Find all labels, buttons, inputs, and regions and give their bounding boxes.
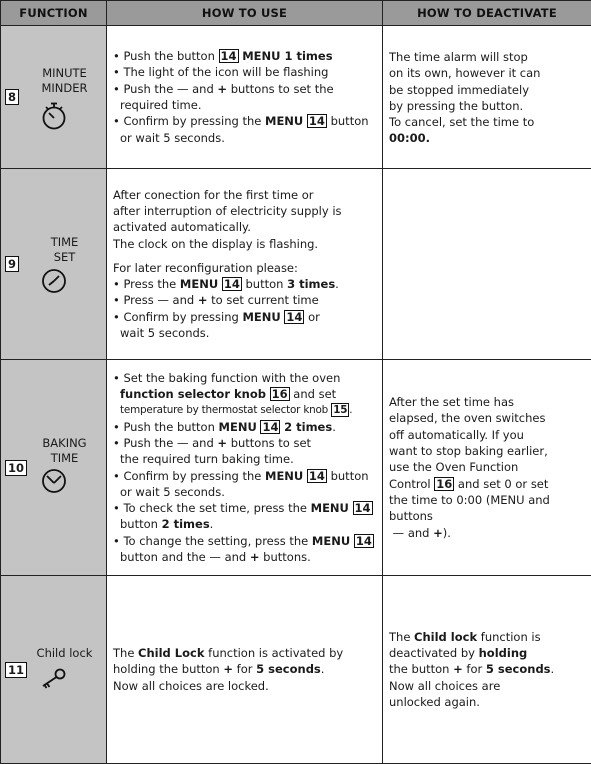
table-header	[1, 1, 591, 26]
baking-time-icon	[41, 468, 67, 494]
header-how-to-use: HOW TO USE	[107, 1, 383, 26]
function-name: Child lock	[36, 646, 93, 660]
function-name: TIME SET	[50, 235, 79, 264]
function-number: 11	[5, 662, 27, 678]
how-to-use-baking-time: • Set the baking function with the oven function selector knob 16 and set temperature by thermostat selector knob 15 . • Push the button MENU 14 2 times. • Push the — and + buttons to set the required turn baking time. • Confirm by pressing the MENU 14 button or wait 5 seconds. • To check the set time, press the MENU 14 button 2 times. • To change the setting, press the MENU 14 button and the — and + buttons.	[107, 360, 383, 576]
header-how-to-deactivate: HOW TO DEACTIVATE	[383, 1, 591, 26]
how-to-use-time-set: After conection for the first time or after interruption of electricity supply is activated automatically. The clock on the display is flashing. For later reconfiguration please: • Press the MENU 14 button 3 times. • Press — and + to set current time • Confirm by pressing MENU 14 or wait 5 seconds.	[107, 169, 383, 360]
table-row	[1, 360, 591, 576]
function-cell-baking-time	[1, 360, 107, 576]
function-number: 8	[5, 89, 19, 105]
table-row	[1, 169, 591, 360]
how-to-deactivate-time-set	[383, 169, 591, 360]
function-cell-time-set	[1, 169, 107, 360]
function-cell-child-lock	[1, 576, 107, 764]
function-number: 9	[5, 256, 19, 272]
timer-icon	[41, 101, 67, 131]
function-cell-minute-minder	[1, 26, 107, 169]
clock-icon	[41, 268, 67, 294]
function-number: 10	[5, 460, 27, 476]
table-row	[1, 26, 591, 169]
function-name: BAKING TIME	[42, 436, 87, 465]
table-row	[1, 576, 591, 764]
key-icon	[39, 667, 69, 689]
header-function: FUNCTION	[1, 1, 107, 26]
how-to-use-minute-minder: • Push the button 14 MENU 1 times • The light of the icon will be flashing • Push the — and + buttons to set the required time. • Confirm by pressing the MENU 14 button or wait 5 seconds.	[107, 26, 383, 169]
how-to-deactivate-baking-time: After the set time has elapsed, the oven switches off automatically. If you want to stop baking earlier, use the Oven Function Control 16 and set 0 or set the time to 0:00 (MENU and buttons — and +).	[383, 360, 591, 576]
how-to-deactivate-child-lock: The Child lock function is deactivated by holding the button + for 5 seconds. Now all choices are unlocked again.	[383, 576, 591, 764]
how-to-deactivate-minute-minder: The time alarm will stop on its own, however it can be stopped immediately by pressing the button. To cancel, set the time to 00:00.	[383, 26, 591, 169]
how-to-use-child-lock: The Child Lock function is activated by holding the button + for 5 seconds. Now all choices are locked.	[107, 576, 383, 764]
function-name: MINUTE MINDER	[41, 66, 88, 95]
